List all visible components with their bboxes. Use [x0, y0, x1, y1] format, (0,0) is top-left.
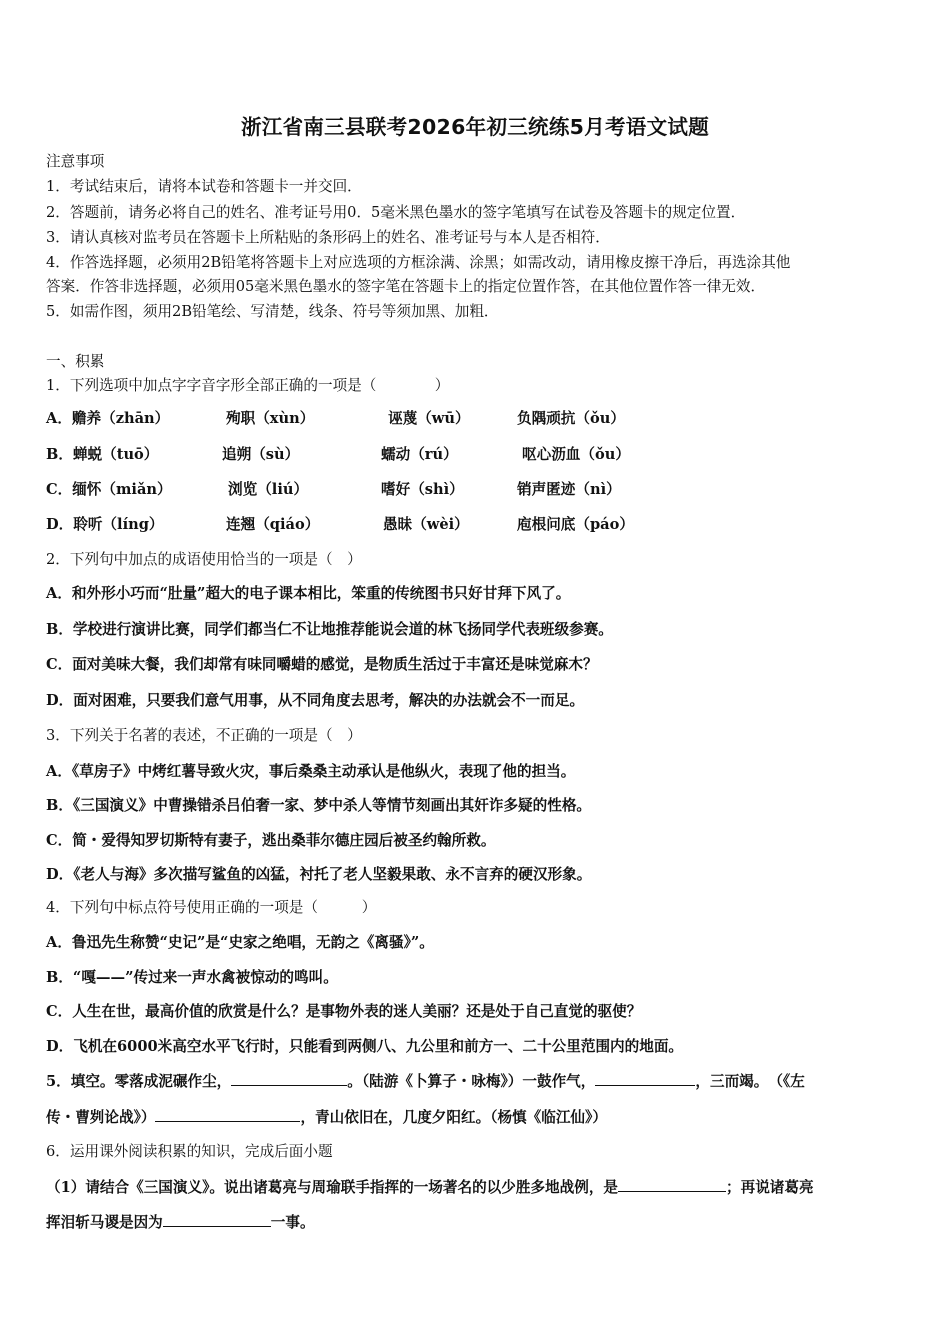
- q5-text-2: 。（陆游《卜算子・咏梅》）一鼓作气，: [347, 1073, 596, 1090]
- q1-stem: 1．下列选项中加点字字音字形全部正确的一项是（ ）: [46, 377, 450, 394]
- q5-text-4: 传・曹刿论战》）: [46, 1109, 156, 1126]
- q1-b-4: 呕心沥血（ǒu）: [522, 446, 630, 463]
- q1-c-4: 销声匿迹（nì）: [517, 481, 621, 498]
- q4-option-c: C．人生在世，最高价值的欣赏是什么？是事物外表的迷人美丽？还是处于自己直觉的驱使？: [46, 1003, 642, 1020]
- q6-blank-1[interactable]: [618, 1177, 726, 1192]
- q1-d-4: 庖根问底（páo）: [517, 516, 634, 533]
- q5-blank-1[interactable]: [231, 1071, 347, 1086]
- q5-text-5: ，青山依旧在，几度夕阳红。（杨慎《临江仙》）: [300, 1109, 607, 1126]
- q1-d-3: 愚昧（wèi）: [383, 516, 469, 533]
- q5-line-2: [46, 1107, 607, 1128]
- q2-stem: 2．下列句中加点的成语使用恰当的一项是（ ）: [46, 551, 362, 568]
- page-title: 浙江省南三县联考2026年初三统练5月考语文试题: [240, 115, 710, 139]
- q1-c-3: 嗜好（shì）: [381, 481, 464, 498]
- q6-text-2: ；再说诸葛亮: [726, 1179, 814, 1196]
- notice-item-3: 3．请认真核对监考员在答题卡上所粘贴的条形码上的姓名、准考证号与本人是否相符．: [46, 229, 610, 246]
- q6-text-3: 挥泪斩马谡是因为: [46, 1214, 163, 1231]
- q6-text-1: （1）请结合《三国演义》。说出诸葛亮与周瑜联手指挥的一场著名的以少胜多地战例，是: [46, 1179, 619, 1196]
- q1-b-1: B．蝉蜕（tuō）: [46, 446, 159, 463]
- q1-a-1: A．赡养（zhān）: [46, 410, 170, 427]
- q6-blank-2[interactable]: [163, 1212, 271, 1227]
- q3-option-d: D．《老人与海》多次描写鲨鱼的凶猛，衬托了老人坚毅果敢、永不言弃的硬汉形象。: [46, 866, 592, 883]
- q5-line-1: [46, 1071, 805, 1092]
- q1-b-3: 蠕动（rú）: [381, 446, 458, 463]
- notice-item-4: 4．作答选择题，必须用2B铅笔将答题卡上对应选项的方框涂满、涂黑；如需改动，请用橡皮擦干净后，再选涂其他: [46, 254, 791, 271]
- q1-d-2: 连翘（qiáo）: [226, 516, 320, 533]
- q1-a-3: 诬蔑（wū）: [388, 410, 470, 427]
- q2-option-a: A．和外形小巧而“肚量”超大的电子课本相比，笨重的传统图书只好甘拜下风了。: [46, 585, 571, 602]
- section-heading: 一、积累: [46, 353, 105, 370]
- q5-text-3: ，三而竭。 （《左: [695, 1073, 805, 1090]
- q1-b-2: 追朔（sù）: [222, 446, 300, 463]
- q5-blank-3[interactable]: [155, 1107, 300, 1122]
- notice-item-2: 2．答题前，请务必将自己的姓名、准考证号用0．5毫米黑色墨水的签字笔填写在试卷及答题卡的规定位置．: [46, 204, 746, 221]
- q5-blank-2[interactable]: [595, 1071, 695, 1086]
- q1-c-2: 浏览（liú）: [228, 481, 309, 498]
- q2-option-c: C．面对美味大餐，我们却常有味同嚼蜡的感觉，是物质生活过于丰富还是味觉麻木？: [46, 656, 598, 673]
- q1-a-2: 殉职（xùn）: [226, 410, 315, 427]
- q4-option-b: B．“嘎——”传过来一声水禽被惊动的鸣叫。: [46, 969, 338, 986]
- q6-text-4: 一事。: [270, 1214, 315, 1231]
- q6-sub1-line-2: [46, 1212, 315, 1233]
- q2-option-d: D．面对困难，只要我们意气用事，从不同角度去思考，解决的办法就会不一而足。: [46, 692, 585, 709]
- q5-text-1: 5．填空。零落成泥碾作尘，: [46, 1073, 232, 1090]
- q4-option-d: D．飞机在6000米高空水平飞行时，只能看到两侧八、九公里和前方一、二十公里范围内的地面。: [46, 1038, 684, 1055]
- q6-sub1-line-1: [46, 1177, 814, 1198]
- q3-option-c: C．简・爱得知罗切斯特有妻子，逃出桑菲尔德庄园后被圣约翰所救。: [46, 832, 496, 849]
- q1-a-4: 负隅顽抗（ǒu）: [517, 410, 625, 427]
- notice-item-5: 5．如需作图，须用2B铅笔绘、写清楚，线条、符号等须加黑、加粗．: [46, 303, 499, 320]
- q4-option-a: A．鲁迅先生称赞“史记”是“史家之绝唱，无韵之《离骚》”。: [46, 934, 434, 951]
- q3-option-b: B．《三国演义》中曹操错杀吕伯奢一家、梦中杀人等情节刻画出其奸诈多疑的性格。: [46, 797, 592, 814]
- notice-item-4-cont: 答案．作答非选择题，必须用05毫米黑色墨水的签字笔在答题卡上的指定位置作答，在其他位置作答一律无效．: [46, 278, 766, 295]
- q2-option-b: B．学校进行演讲比赛，同学们都当仁不让地推荐能说会道的林飞扬同学代表班级参赛。: [46, 621, 613, 638]
- q3-option-a: A．《草房子》中烤红薯导致火灾，事后桑桑主动承认是他纵火，表现了他的担当。: [46, 763, 576, 780]
- q3-stem: 3．下列关于名著的表述，不正确的一项是（ ）: [46, 727, 362, 744]
- notice-item-1: 1．考试结束后，请将本试卷和答题卡一并交回．: [46, 178, 362, 195]
- q4-stem: 4．下列句中标点符号使用正确的一项是（ ）: [46, 899, 377, 916]
- notice-heading: 注意事项: [46, 153, 105, 170]
- q1-d-1: D．聆听（líng）: [46, 516, 164, 533]
- q6-stem: 6．运用课外阅读积累的知识，完成后面小题: [46, 1143, 333, 1160]
- q1-c-1: C．缅怀（miǎn）: [46, 481, 172, 498]
